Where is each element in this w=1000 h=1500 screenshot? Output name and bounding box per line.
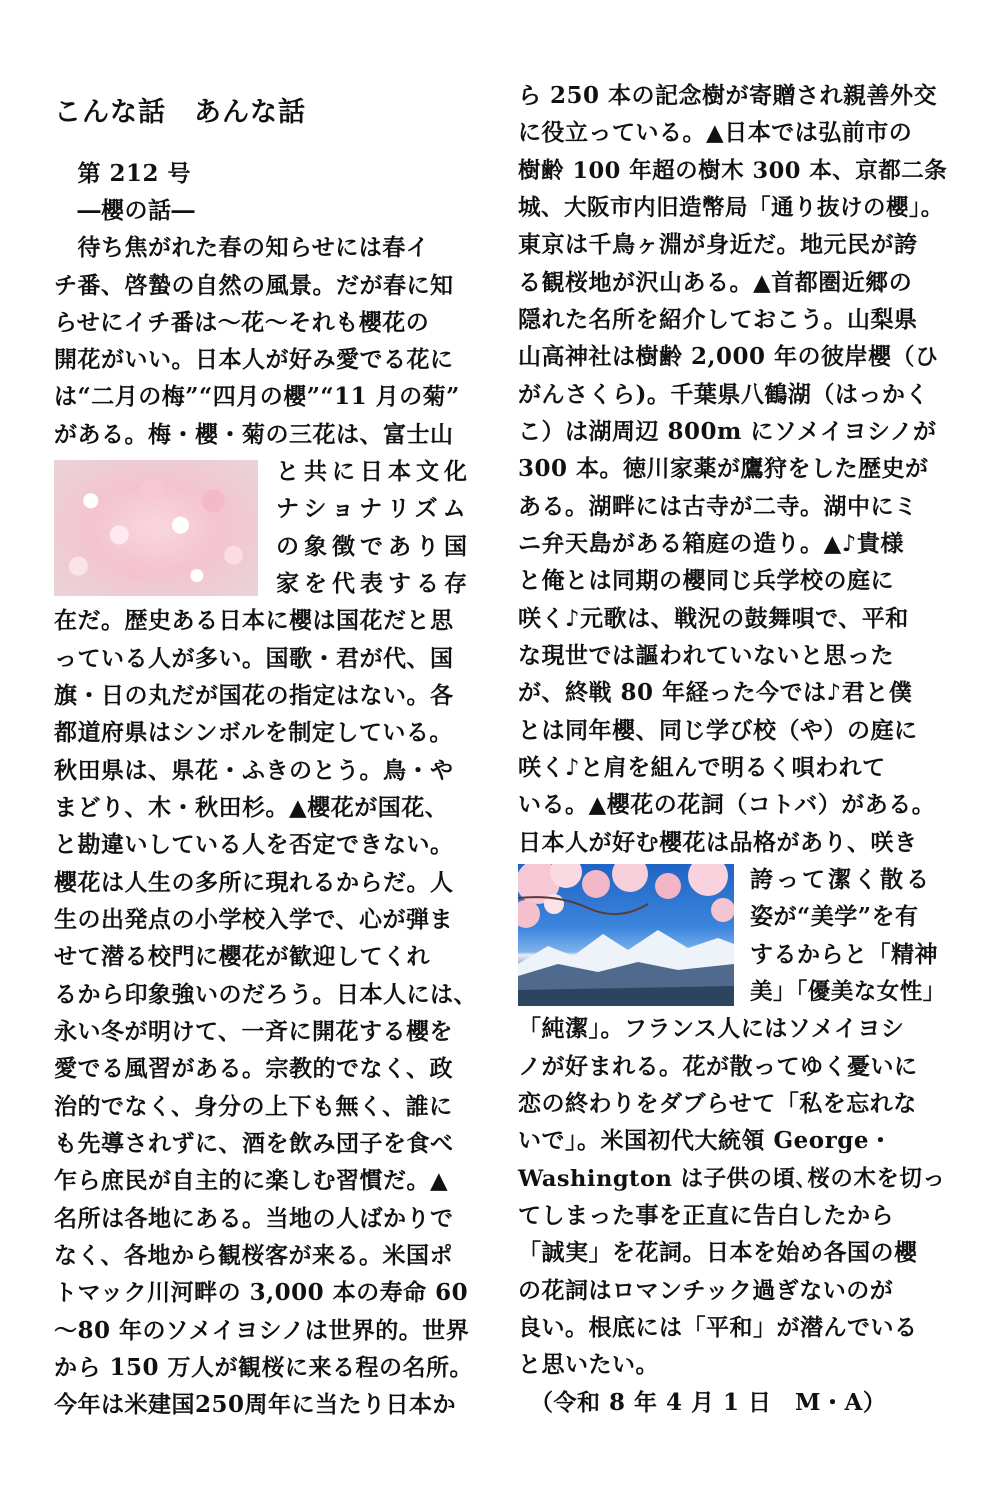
text-line: 300 本。徳川家薬が鷹狩をした歴史が xyxy=(518,455,929,482)
text-line: ～80 年のソメイヨシノは世界的。世界 xyxy=(54,1317,470,1344)
text-line: 日本人が好む櫻花は品格があり、咲き xyxy=(518,829,918,856)
text-line: 美」「優美な女性」 xyxy=(750,979,946,1005)
text-line: 良い。根底には「平和」が潜んでいる xyxy=(518,1314,918,1341)
text-line: トマック川河畔の 3,000 本の寿命 60 xyxy=(54,1279,469,1306)
text-line: こ）は湖周辺 800m にソメイヨシノが xyxy=(518,418,937,445)
mountain-scene xyxy=(518,864,734,1006)
text-line: 櫻花は人生の多所に現れるからだ。人 xyxy=(54,869,454,896)
text-line: まどり、木・秋田杉。▲櫻花が国花、 xyxy=(54,794,449,821)
text-line: 隠れた名所を紹介しておこう。山梨県 xyxy=(518,306,918,333)
text-line: とは同年櫻、同じ学び校（や）の庭に xyxy=(518,717,918,744)
text-line: チ番、啓蟄の自然の風景。だが春に知 xyxy=(54,272,454,299)
text-line: 都道府県はシンボルを制定している。 xyxy=(54,719,453,746)
text-line: ニ弁天島がある箱庭の造り。▲♪貴様 xyxy=(518,530,904,557)
text-line: ノが好まれる。花が散ってゆく憂いに xyxy=(518,1053,918,1080)
text-line: 樹齢 100 年超の樹木 300 本、京都二条 xyxy=(518,158,948,184)
text-line: の花詞はロマンチック過ぎないのが xyxy=(518,1277,894,1304)
text-line: 開花がいい。日本人が好み愛でる花に xyxy=(54,346,454,373)
text-line: ナショナリズム xyxy=(276,495,471,522)
text-line: 城、大阪市内旧造幣局「通り抜けの櫻」。 xyxy=(518,195,944,221)
text-line: なく、各地から観桜客が来る。米国ポ xyxy=(54,1242,454,1269)
text-line: 生の出発点の小学校入学で、心が弾ま xyxy=(54,906,454,933)
cherry-tree-mountain-photo xyxy=(518,864,734,1006)
text-line: 「誠実」を花詞。日本を始め各国の櫻 xyxy=(518,1239,918,1266)
cherry-blossom-photo xyxy=(54,460,258,596)
text-line: ある。湖畔には古寺が二寺。湖中にミ xyxy=(518,493,918,520)
blossom-cluster xyxy=(711,898,734,922)
text-line: 乍ら庶民が自主的に楽しむ習慣だ。▲ xyxy=(54,1167,449,1194)
text-line: に役立っている。▲日本では弘前市の xyxy=(518,119,913,146)
text-line: ら 250 本の記念樹が寄贈され親善外交 xyxy=(518,82,938,109)
text-line: 恋の終わりをダブらせて「私を忘れな xyxy=(518,1090,917,1117)
text-line: 名所は各地にある。当地の人ばかりで xyxy=(54,1205,454,1232)
blossom-cluster xyxy=(518,900,540,928)
text-line: するからと「精神 xyxy=(750,941,938,968)
text-line: 山高神社は樹齢 2,000 年の彼岸櫻（ひ xyxy=(518,343,939,370)
text-line: せて潜る校門に櫻花が歓迎してくれ xyxy=(54,943,430,970)
text-line: 「純潔」。フランス人にはソメイヨシ xyxy=(518,1015,905,1042)
text-line: は“二月の梅”“四月の櫻”“11 月の菊” xyxy=(54,383,460,410)
text-line: てしまった事を正直に告白したから xyxy=(518,1202,894,1229)
page-title: こんな話 あんな話 xyxy=(54,97,306,128)
text-line: いる。▲櫻花の花詞（コトバ）がある。 xyxy=(518,791,936,818)
blossom-cluster xyxy=(688,864,728,896)
text-line: 咲く♪と肩を組んで明るく唄われて xyxy=(518,754,886,781)
text-line: る観桜地が沢山ある。▲首都圏近郷の xyxy=(518,269,913,296)
text-line: も先導されずに、酒を飲み団子を食べ xyxy=(54,1130,454,1157)
text-line: 愛でる風習がある。宗教的でなく、政 xyxy=(54,1055,454,1082)
text-line: 今年は米建国250周年に当たり日本か xyxy=(54,1391,457,1418)
text-line: 治的でなく、身分の上下も無く、誰に xyxy=(54,1093,453,1120)
text-line: 待ち焦がれた春の知らせには春イ xyxy=(54,234,430,261)
blossom-cluster xyxy=(612,864,648,892)
article-subtitle: ―櫻の話― xyxy=(54,197,195,224)
blossom-cluster xyxy=(582,870,610,898)
issue-number: 第 212 号 xyxy=(54,160,192,187)
text-line: 旗・日の丸だが国花の指定はない。各 xyxy=(54,682,454,709)
text-line: 在だ。歴史ある日本に櫻は国花だと思 xyxy=(54,607,454,634)
date-signature: （令和 8 年 4 月 1 日 M・A） xyxy=(518,1389,887,1416)
blossom-cluster xyxy=(655,873,681,899)
text-line: 秋田県は、県花・ふきのとう。鳥・や xyxy=(54,757,454,784)
text-line: るから印象強いのだろう。日本人には、 xyxy=(54,981,477,1008)
text-line: と俺とは同期の櫻同じ兵学校の庭に xyxy=(518,567,894,594)
text-line: が、終戦 80 年経った今では♪君と僕 xyxy=(518,679,913,706)
text-line: らせにイチ番は～花～それも櫻花の xyxy=(54,309,430,336)
text-line: Washington は子供の頃､桜の木を切っ xyxy=(518,1166,946,1192)
text-line: から 150 万人が観桜に来る程の名所。 xyxy=(54,1354,474,1381)
text-line: 咲く♪元歌は、戦況の鼓舞唄で、平和 xyxy=(518,605,909,632)
text-line: 永い冬が明けて、一斉に開花する櫻を xyxy=(54,1018,454,1045)
text-line: 東京は千鳥ヶ淵が身近だ。地元民が誇 xyxy=(518,231,918,258)
text-line: 姿が“美学”を有 xyxy=(750,903,919,930)
text-line: な現世では謳われていないと思った xyxy=(518,642,894,669)
text-line: の象徴であり国 xyxy=(276,533,472,560)
text-line: と共に日本文化 xyxy=(276,458,472,485)
text-line: がんさくら)。千葉県八鶴湖（はっかく xyxy=(518,381,929,408)
text-line: がある。梅・櫻・菊の三花は、富士山 xyxy=(54,421,454,448)
text-line: っている人が多い。国歌・君が代、国 xyxy=(54,645,454,672)
text-line: 家を代表する存 xyxy=(276,570,472,597)
text-line: と勘違いしている人を否定できない。 xyxy=(54,831,454,858)
text-line: いで」。米国初代大統領 George・ xyxy=(518,1127,893,1154)
text-line: 誇って潔く散る xyxy=(750,866,932,893)
text-line: と思いたい。 xyxy=(518,1351,659,1378)
